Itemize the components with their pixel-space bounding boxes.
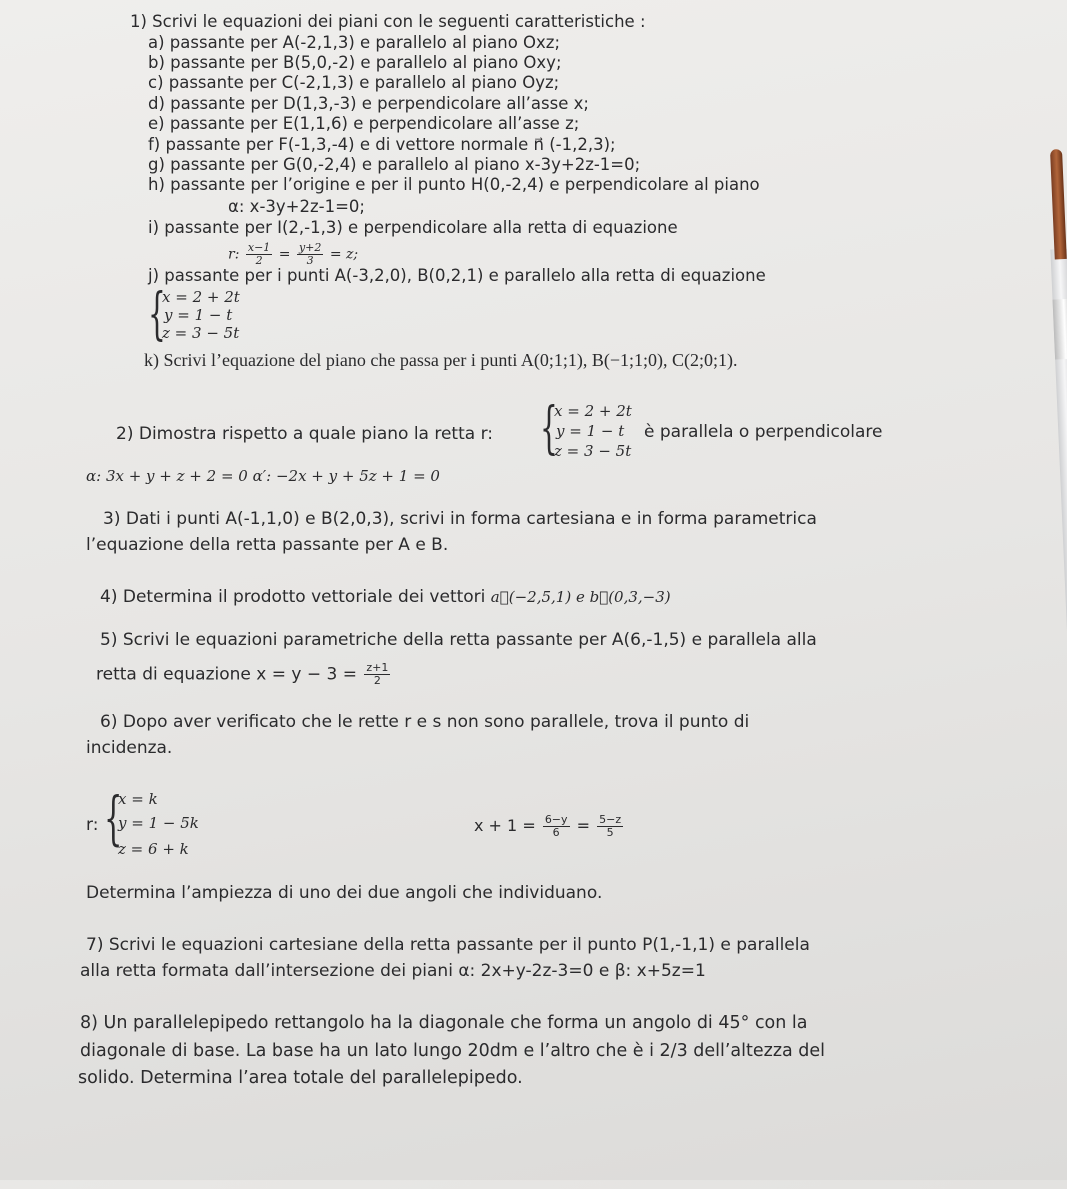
exercise-6-line-3: Determina l’ampiezza di uno dei due angoli che individuano. <box>86 883 603 903</box>
exercise-8-line-1: 8) Un parallelepipedo rettangolo ha la diagonale che forma un angolo di 45° con la <box>80 1013 808 1033</box>
exercise-7-line-1: 7) Scrivi le equazioni cartesiane della retta passante per il punto P(1,-1,1) e parallela <box>86 935 810 955</box>
exercise-2-planes: α: 3x + y + z + 2 = 0 α′: −2x + y + 5z + 1 = 0 <box>86 467 440 485</box>
fraction-y: $\frac{y+2}{3}$ <box>298 241 322 267</box>
exercise-2-text: 2) Dimostra rispetto a quale piano la retta r: <box>116 424 494 444</box>
brace-icon: { <box>104 784 123 852</box>
exercise-8-line-2: diagonale di base. La base ha un lato lungo 20dm e l’altro che è i 2/3 dell’altezza del <box>80 1041 826 1061</box>
worksheet-page: 1) Scrivi le equazioni dei piani con le seguenti caratteristiche : a) passante per A(-2,1,3) e parallelo al piano Oxz; b) passante per B(5,0,-2) e parallelo al piano Oxy; c) passante per C(-2,1,3) e parallelo al piano Oyz; d) passante per D(1,3,-3) e perpendicolare all’asse x; e) passante per E(1,1,6) e perpendicolare all’asse z; f) passante per F(-1,3,-4) e di vettore normale n⃗ (-1,2,3); g) passante per G(0,-2,4) e parallelo al piano x-3y+2z-1=0; h) passante per l’origine e per il punto H(0,-2,4) e perpendicolare al piano α: x-3y+2z-1=0; i) passante per I(2,-1,3) e perpendicolare alla retta di equazione r: $\frac{x-1}{2}$ = $\frac{y+2}{3}$ = z; j) passante per i punti A(-3,2,0), B(0,2,1) e parallelo alla retta di equazione { x = 2 + 2t y = 1 − t z = 3 − 5t k) Scrivi l’equazione del piano che passa per i punti A(0;1;1), B(−1;1;0), C(2;0;1). 2) Dimostra rispetto a quale piano la retta r: { x = 2 + 2t y = 1 − t z = 3 − 5t è parallela o perpendicolare α: 3x + y + z + 2 = 0 α′: −2x + y + 5z + 1 = 0 3) Dati i punti A(-1,1,0) e B(2,0,3), scrivi in forma cartesiana e in forma parametrica l’equazione della retta passante per A e B. 4) Determina il prodotto vettoriale dei vettori a⃗(−2,5,1) e b⃗(0,3,−3) 5) Scrivi le equazioni parametriche della retta passante per A(6,-1,5) e parallela alla retta di equazione x = y − 3 = $\frac{z+1}{2}$ 6) Dopo aver verificato che le rette r e s non sono parallele, trova il punto di incidenza. r: { x = k y = 1 − 5k z = 6 + k x + 1 = $\frac{6-y}{6}$ = $\frac{5-z}{5}$ Determina l’ampiezza di uno dei due angoli che individuano. 7) Scrivi le equazioni cartesiane della retta passante per il punto P(1,-1,1) e parallela alla retta formata dall’intersezione dei piani α: 2x+y-2z-3=0 e β: x+5z=1 8) Un parallelepipedo rettangolo ha la diagonale che forma un angolo di 45° con la diagonale di base. La base ha un lato lungo 20dm e l’altro che è i 2/3 dell’altezza del solido. Determina l’area totale del parallelepipedo. <box>0 0 1067 1180</box>
fraction-x: $\frac{x-1}{2}$ <box>247 241 271 267</box>
brace-icon: { <box>148 282 166 347</box>
fraction-z: $\frac{5-z}{5}$ <box>599 813 622 839</box>
exercise-1-title: 1) Scrivi le equazioni dei piani con le seguenti caratteristiche : <box>130 12 646 31</box>
brace-icon: { <box>540 396 558 461</box>
fraction-z: $\frac{z+1}{2}$ <box>366 661 389 687</box>
exercise-1i-line-equation: r: $\frac{x-1}{2}$ = $\frac{y+2}{3}$ = z; <box>228 241 359 267</box>
line-label: r: <box>228 246 240 263</box>
exercise-5-line-2: retta di equazione x = y − 3 = $\frac{z+1}{2}$ <box>96 661 389 687</box>
exercise-3-line-2: l’equazione della retta passante per A e B. <box>86 535 449 555</box>
exercise-2-text-end: è parallela o perpendicolare <box>644 422 883 442</box>
exercise-1g: g) passante per G(0,-2,4) e parallelo al piano x-3y+2z-1=0; <box>148 155 641 174</box>
exercise-6-line-1: 6) Dopo aver verificato che le rette r e s non sono parallele, trova il punto di <box>100 712 750 732</box>
exercise-1e: e) passante per E(1,1,6) e perpendicolare all’asse z; <box>148 114 580 133</box>
line-s-equation: x + 1 = $\frac{6-y}{6}$ = $\frac{5-z}{5}$ <box>474 813 622 839</box>
exercise-4: 4) Determina il prodotto vettoriale dei vettori a⃗(−2,5,1) e b⃗(0,3,−3) <box>100 587 671 607</box>
exercise-7-line-2: alla retta formata dall’intersezione dei piani α: 2x+y-2z-3=0 e β: x+5z=1 <box>80 961 706 981</box>
exercise-1h-plane: α: x-3y+2z-1=0; <box>228 197 365 216</box>
exercise-1c: c) passante per C(-2,1,3) e parallelo al piano Oyz; <box>148 73 560 92</box>
exercise-1i: i) passante per I(2,-1,3) e perpendicolare alla retta di equazione <box>148 218 678 237</box>
exercise-1f: f) passante per F(-1,3,-4) e di vettore normale n⃗ (-1,2,3); <box>148 135 616 154</box>
exercise-3-line-1: 3) Dati i punti A(-1,1,0) e B(2,0,3), scrivi in forma cartesiana e in forma parametrica <box>103 509 817 529</box>
exercise-1a: a) passante per A(-2,1,3) e parallelo al piano Oxz; <box>148 33 561 52</box>
fraction-y: $\frac{6-y}{6}$ <box>544 813 568 839</box>
exercise-6-line-2: incidenza. <box>86 738 173 758</box>
vectors: a⃗(−2,5,1) e b⃗(0,3,−3) <box>490 588 671 606</box>
line-r-label: r: <box>86 815 99 835</box>
exercise-1d: d) passante per D(1,3,-3) e perpendicolare all’asse x; <box>148 94 589 113</box>
exercise-8-line-3: solido. Determina l’area totale del parallelepipedo. <box>78 1068 523 1088</box>
exercise-1h: h) passante per l’origine e per il punto H(0,-2,4) e perpendicolare al piano <box>148 175 760 194</box>
exercise-5-line-1: 5) Scrivi le equazioni parametriche della retta passante per A(6,-1,5) e parallela alla <box>100 630 817 650</box>
exercise-1b: b) passante per B(5,0,-2) e parallelo al piano Oxy; <box>148 53 562 72</box>
exercise-1j: j) passante per i punti A(-3,2,0), B(0,2,1) e parallelo alla retta di equazione <box>148 266 766 285</box>
exercise-1k: k) Scrivi l’equazione del piano che passa per i punti A(0;1;1), B(−1;1;0), C(2;0;1). <box>144 350 738 370</box>
